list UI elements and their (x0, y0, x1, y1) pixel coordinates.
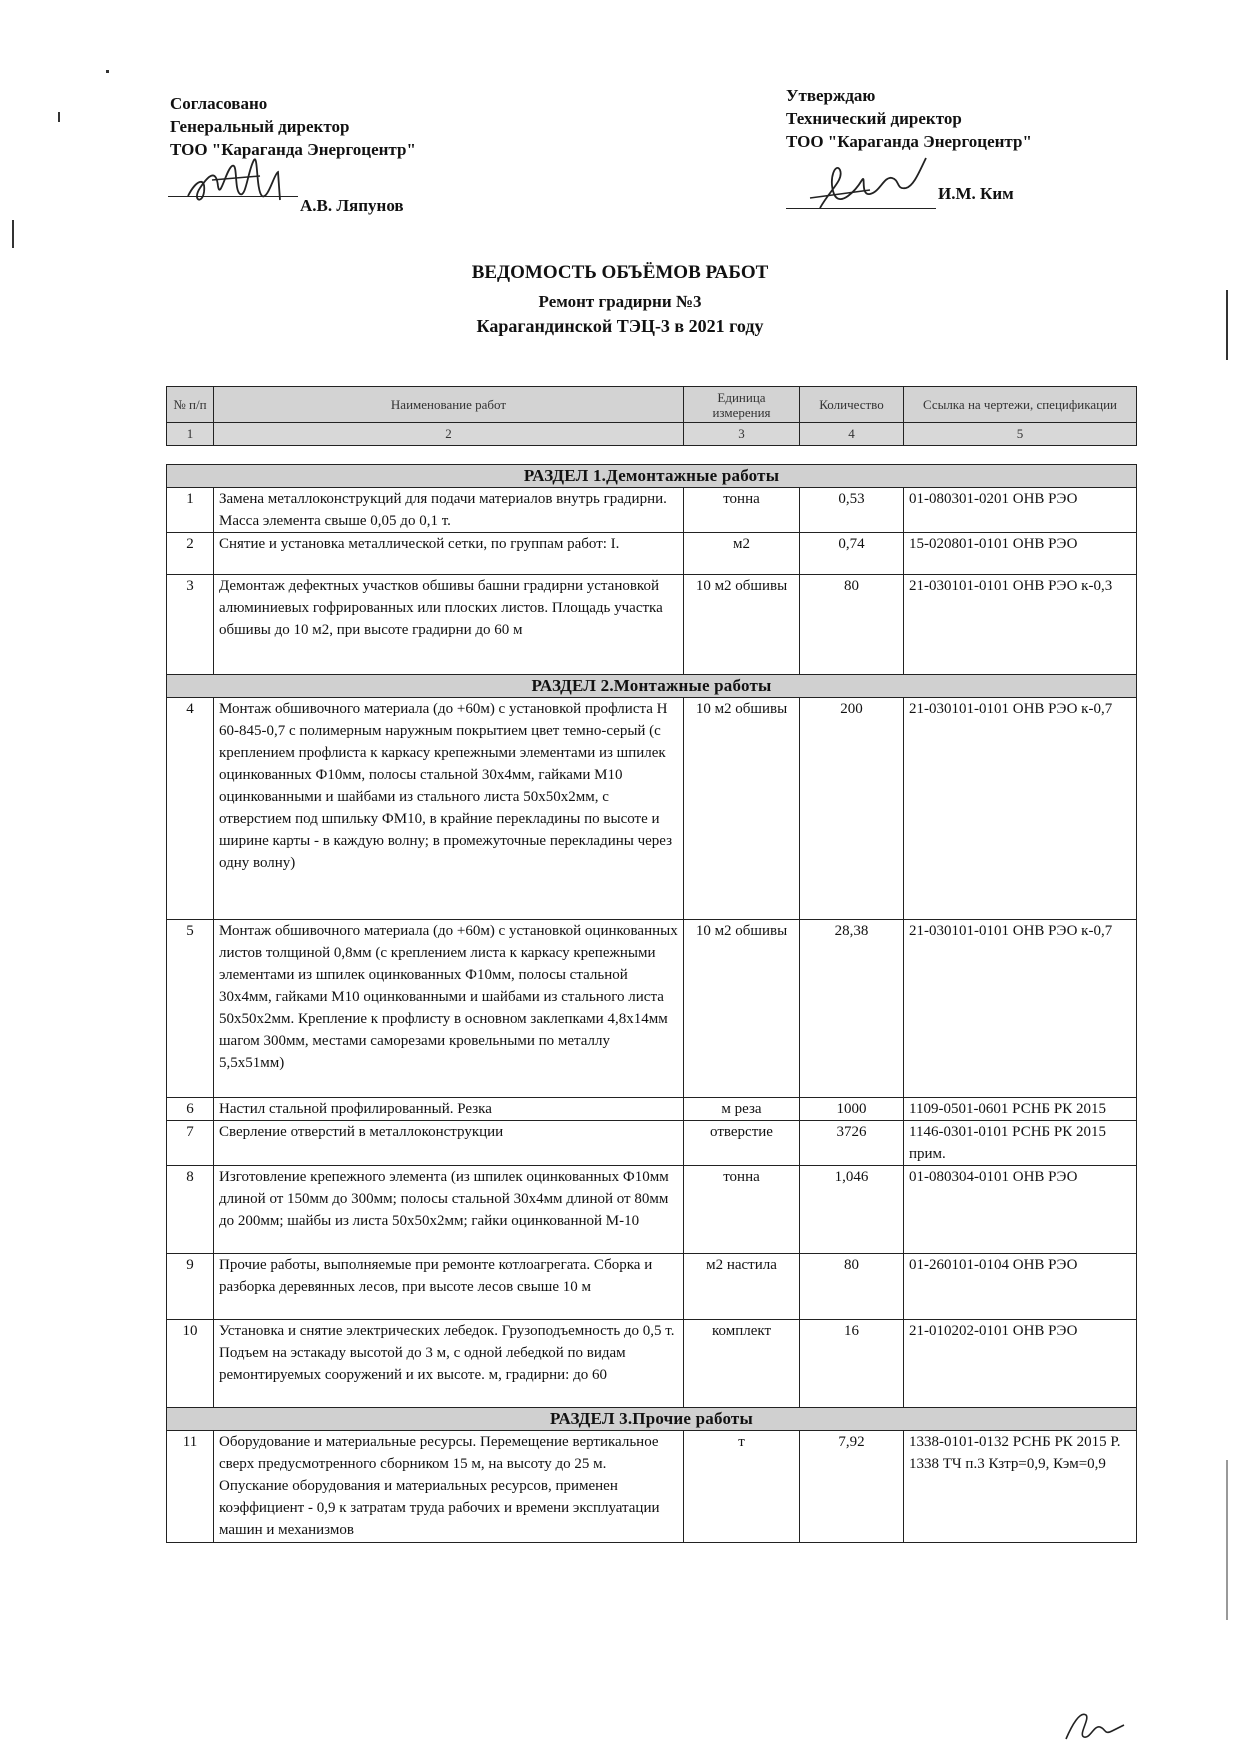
approval-right-position: Технический директор (786, 109, 962, 128)
row-name: Настил стальной профилированный. Резка (214, 1098, 684, 1121)
table-row (167, 488, 1137, 533)
row-number: 1 (167, 488, 214, 533)
table-row (167, 1320, 1137, 1408)
approval-left-status: Согласовано (170, 94, 268, 113)
row-ref: 01-260101-0104 ОНВ РЭО (904, 1254, 1137, 1320)
table-row (167, 1166, 1137, 1254)
signer-right: И.М. Ким (938, 184, 1014, 203)
row-qty: 80 (800, 575, 904, 675)
row-number: 11 (167, 1431, 214, 1543)
row-number: 6 (167, 1098, 214, 1121)
signature-right (800, 150, 960, 225)
row-ref: 1338-0101-0132 РСНБ РК 2015 Р. 1338 ТЧ п.3 Кзтр=0,9, Кэм=0,9 (904, 1431, 1137, 1543)
row-ref: 21-030101-0101 ОНВ РЭО к-0,7 (904, 920, 1137, 1098)
row-qty: 0,53 (800, 488, 904, 533)
section-title: РАЗДЕЛ 3.Прочие работы (167, 1408, 1137, 1431)
row-qty: 80 (800, 1254, 904, 1320)
table-row (167, 575, 1137, 675)
row-unit: 10 м2 обшивы (684, 920, 800, 1098)
row-unit: комплект (684, 1320, 800, 1408)
table-spacer (167, 446, 1137, 465)
row-qty: 7,92 (800, 1431, 904, 1543)
approval-right-status: Утверждаю (786, 86, 876, 105)
section-title: РАЗДЕЛ 1.Демонтажные работы (167, 465, 1137, 488)
row-number: 9 (167, 1254, 214, 1320)
col-number: 4 (800, 423, 904, 446)
row-qty: 200 (800, 698, 904, 920)
header-ref: Ссылка на чертежи, спецификации (904, 387, 1137, 423)
row-number: 4 (167, 698, 214, 920)
scan-speck (58, 112, 60, 122)
table-row (167, 1121, 1137, 1166)
table-row (167, 1431, 1137, 1543)
row-name: Установка и снятие электрических лебедок. Грузоподъемность до 0,5 т. Подъем на эстакаду высотой до 3 м, с одной лебедкой по видам ремонтируемых сооружений и их высоте. м, градирни: до 60 (214, 1320, 684, 1408)
approval-left-company: ТОО "Караганда Энергоцентр" (170, 140, 416, 159)
header-qty: Количество (800, 387, 904, 423)
row-number: 8 (167, 1166, 214, 1254)
approval-right-company: ТОО "Караганда Энергоцентр" (786, 132, 1032, 151)
scan-speck (106, 70, 109, 73)
col-number: 5 (904, 423, 1137, 446)
initials-mark (1060, 1705, 1130, 1745)
approval-left-position: Генеральный директор (170, 117, 350, 136)
row-qty: 3726 (800, 1121, 904, 1166)
row-unit: отверстие (684, 1121, 800, 1166)
row-number: 5 (167, 920, 214, 1098)
row-ref: 01-080304-0101 ОНВ РЭО (904, 1166, 1137, 1254)
row-unit: тонна (684, 1166, 800, 1254)
approval-right (786, 84, 1032, 153)
col-number: 2 (214, 423, 684, 446)
signature-left (182, 150, 312, 220)
row-name: Сверление отверстий в металлоконструкции (214, 1121, 684, 1166)
table-row (167, 1098, 1137, 1121)
row-unit: м2 (684, 533, 800, 575)
row-unit: м2 настила (684, 1254, 800, 1320)
scan-speck (1226, 290, 1228, 360)
section-row (167, 675, 1137, 698)
col-number: 3 (684, 423, 800, 446)
col-number: 1 (167, 423, 214, 446)
row-name: Демонтаж дефектных участков обшивы башни градирни установкой алюминиевых гофрированных или плоских листов. Площадь участка обшивы до 10 м2, при высоте градирни до 60 м (214, 575, 684, 675)
header-num: № п/п (167, 387, 214, 423)
row-unit: 10 м2 обшивы (684, 698, 800, 920)
row-qty: 0,74 (800, 533, 904, 575)
works-volume-table (166, 386, 1137, 1543)
row-unit: 10 м2 обшивы (684, 575, 800, 675)
row-ref: 1109-0501-0601 РСНБ РК 2015 (904, 1098, 1137, 1121)
signer-left: А.В. Ляпунов (300, 196, 404, 215)
row-unit: м реза (684, 1098, 800, 1121)
row-ref: 21-030101-0101 ОНВ РЭО к-0,3 (904, 575, 1137, 675)
section-title: РАЗДЕЛ 2.Монтажные работы (167, 675, 1137, 698)
row-number: 2 (167, 533, 214, 575)
header-unit: Единица измерения (684, 387, 800, 423)
row-ref: 21-030101-0101 ОНВ РЭО к-0,7 (904, 698, 1137, 920)
row-number: 3 (167, 575, 214, 675)
table-header-row (167, 387, 1137, 423)
document-subtitle: Ремонт градирни №3 (538, 292, 702, 311)
row-number: 7 (167, 1121, 214, 1166)
row-unit: тонна (684, 488, 800, 533)
section-row (167, 465, 1137, 488)
row-qty: 1,046 (800, 1166, 904, 1254)
document-subtitle-2: Карагандинской ТЭЦ-3 в 2021 году (476, 316, 764, 336)
scan-speck (12, 220, 14, 248)
row-name: Прочие работы, выполняемые при ремонте котлоагрегата. Сборка и разборка деревянных лесов, при высоте лесов свыше 10 м (214, 1254, 684, 1320)
scan-speck (1226, 1460, 1228, 1620)
table-row (167, 920, 1137, 1098)
row-qty: 16 (800, 1320, 904, 1408)
section-row (167, 1408, 1137, 1431)
row-ref: 1146-0301-0101 РСНБ РК 2015 прим. (904, 1121, 1137, 1166)
row-ref: 21-010202-0101 ОНВ РЭО (904, 1320, 1137, 1408)
row-number: 10 (167, 1320, 214, 1408)
row-ref: 15-020801-0101 ОНВ РЭО (904, 533, 1137, 575)
column-number-row (167, 423, 1137, 446)
row-unit: т (684, 1431, 800, 1543)
table-row (167, 698, 1137, 920)
row-qty: 28,38 (800, 920, 904, 1098)
row-name: Снятие и установка металлической сетки, по группам работ: I. (214, 533, 684, 575)
row-qty: 1000 (800, 1098, 904, 1121)
row-ref: 01-080301-0201 ОНВ РЭО (904, 488, 1137, 533)
table-row (167, 1254, 1137, 1320)
row-name: Монтаж обшивочного материала (до +60м) с установкой профлиста Н 60-845-0,7 с полимерным наружным покрытием цвет темно-серый (с креплением профлиста к каркасу крепежными элементами из шпилек оцинкованных Ф10мм, полосы стальной 30х4мм, гайками М10 оцинкованными и шайбами из стального листа 50х50х2мм, с отверстием под шпильку ФМ10, в крайние перекладины по высоте и ширине карты - в каждую волну; в промежуточные перекладины через одну волну) (214, 698, 684, 920)
row-name: Оборудование и материальные ресурсы. Перемещение вертикальное сверх предусмотренного сборником 15 м, на высоту до 25 м. Опускание оборудования и материальных ресурсов, применен коэффициент - 0,9 к затратам труда рабочих и времени эксплуатации машин и механизмов (214, 1431, 684, 1543)
row-name: Замена металлоконструкций для подачи материалов внутрь градирни. Масса элемента свыше 0,05 до 0,1 т. (214, 488, 684, 533)
row-name: Изготовление крепежного элемента (из шпилек оцинкованных Ф10мм длиной от 150мм до 300мм; полосы стальной 30х4мм длиной от 80мм до 200мм; шайбы из листа 50х50х2мм; гайки оцинкованной М-10 (214, 1166, 684, 1254)
row-name: Монтаж обшивочного материала (до +60м) с установкой оцинкованных листов толщиной 0,8мм (с креплением листа к каркасу крепежными элементами из шпилек оцинкованных Ф10мм, полосы стальной 30х4мм, гайками М10 оцинкованными и шайбами из стального листа 50х50х2мм. Крепление к профлисту в основном заклепками 4,8х14мм шагом 300мм, местами саморезами кровельными по металлу 5,5х51мм) (214, 920, 684, 1098)
table-row (167, 533, 1137, 575)
document-title: ВЕДОМОСТЬ ОБЪЁМОВ РАБОТ (471, 262, 769, 283)
header-name: Наименование работ (214, 387, 684, 423)
